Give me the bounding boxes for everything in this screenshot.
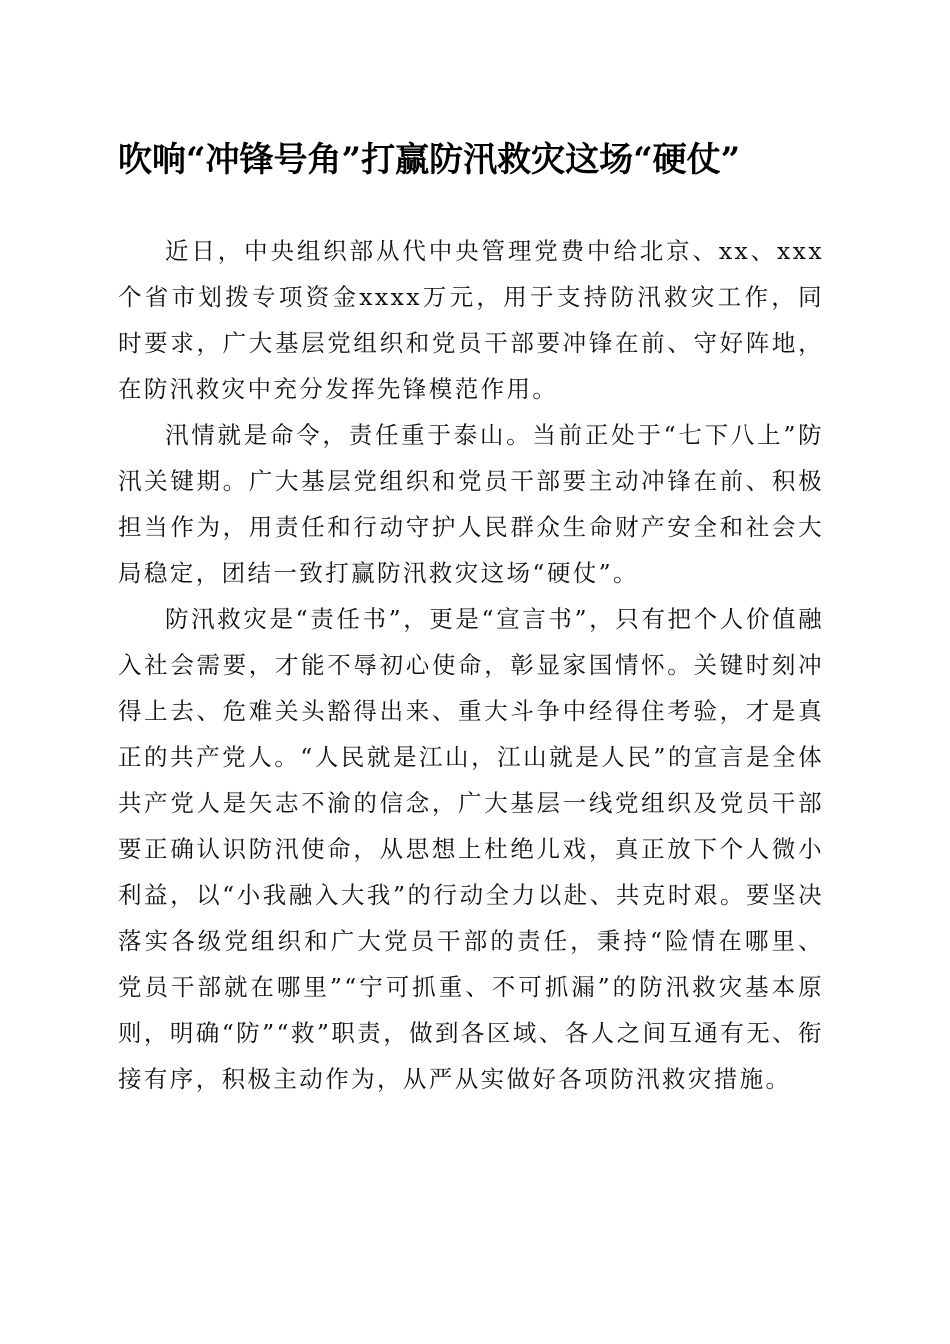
paragraph-2: 汛情就是命令，责任重于泰山。当前正处于“七下八上”防汛关键期。广大基层党组织和党员干部要主动冲锋在前、积极担当作为，用责任和行动守护人民群众生命财产安全和社会大局稳定，团结一致打赢防汛救灾这场“硬仗”。: [118, 421, 824, 587]
paragraph-3: 防汛救灾是“责任书”，更是“宣言书”，只有把个人价值融入社会需要，才能不辱初心使命，彰显家国情怀。关键时刻冲得上去、危难关头豁得出来、重大斗争中经得住考验，才是真正的共产党人。“人民就是江山，江山就是人民”的宣言是全体共产党人是矢志不渝的信念，广大基层一线党组织及党员干部要正确认识防汛使命，从思想上杜绝儿戏，真正放下个人微小利益，以“小我融入大我”的行动全力以赴、共克时艰。要坚决落实各级党组织和广大党员干部的责任，秉持“险情在哪里、党员干部就在哪里”“宁可抓重、不可抓漏”的防汛救灾基本原则，明确“防”“救”职责，做到各区域、各人之间互通有无、衔接有序，积极主动作为，从严从实做好各项防汛救灾措施。: [118, 605, 824, 1093]
document-body: [118, 228, 824, 1102]
document-title: 吹响“冲锋号角”打赢防汛救灾这场“硬仗”: [118, 140, 741, 180]
paragraph-1: 近日，中央组织部从代中央管理党费中给北京、xx、xxx个省市划拨专项资金xxxx万元，用于支持防汛救灾工作，同时要求，广大基层党组织和党员干部要冲锋在前、守好阵地，在防汛救灾中充分发挥先锋模范作用。: [118, 237, 824, 403]
